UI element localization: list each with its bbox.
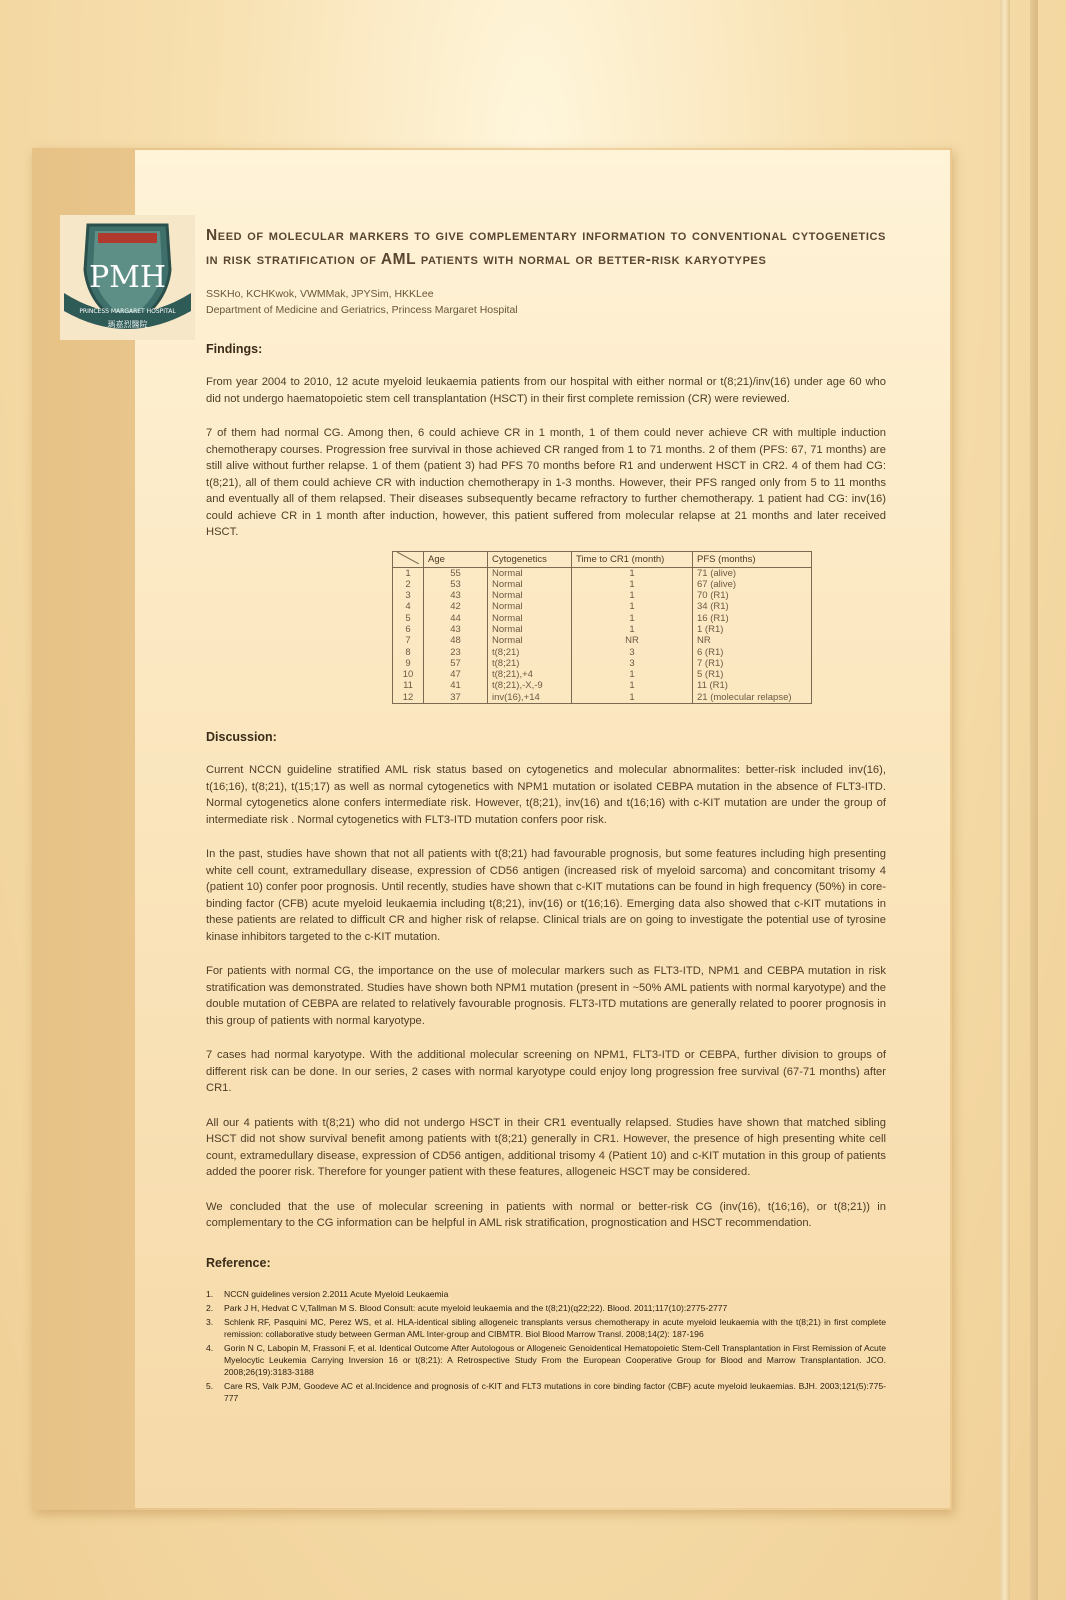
patient-number-cell: 9 (393, 658, 424, 669)
age-cell: 48 (424, 635, 488, 646)
patient-number-cell: 3 (393, 590, 424, 601)
wall-panel-edge (1000, 0, 1010, 1600)
patient-number-cell: 10 (393, 669, 424, 680)
poster-content (206, 224, 886, 1406)
reference-text: Care RS, Valk PJM, Goodeve AC et al.Incidence and prognosis of c-KIT and FLT3 mutations in core binding factor (CBF) acute myeloid leukaemias. BJH. 2003;121(5):775-777 (224, 1380, 886, 1403)
pfs-cell: NR (693, 635, 812, 646)
age-cell: 57 (424, 658, 488, 669)
patient-number-cell: 6 (393, 624, 424, 635)
table-row (393, 635, 812, 646)
pfs-cell: 7 (R1) (693, 658, 812, 669)
reference-item (206, 1316, 886, 1340)
cytogenetics-cell: Normal (488, 590, 572, 601)
discussion-heading: Discussion: (206, 730, 277, 745)
table-header-time-to-cr1: Time to CR1 (month) (572, 551, 693, 567)
table-row (393, 658, 812, 669)
table-row (393, 624, 812, 635)
table-row (393, 647, 812, 658)
cytogenetics-cell: t(8;21) (488, 647, 572, 658)
logo-letters: PMH (88, 260, 167, 295)
pfs-cell: 16 (R1) (693, 613, 812, 624)
reference-number: 4. (206, 1342, 214, 1353)
table-row (393, 669, 812, 680)
findings-heading: Findings: (206, 342, 263, 356)
time-to-cr1-cell: 1 (572, 669, 693, 680)
discussion-paragraph-5: All our 4 patients with t(8;21) who did not undergo HSCT in their CR1 eventually relapsed. Studies have shown that matched sibling HSCT did not show survival benefit among patients with t(8;21) generally in CR1. However, the presence of high presenting white cell count, extramedullary disease, expression of CD56 antigen, additional trisomy 4 (Patient 10) and c-KIT mutation in this group of patients added the poorer risk. Therefore for younger patient with these features, allogeneic HSCT may be considered. (206, 1116, 886, 1179)
cytogenetics-cell: t(8;21),+4 (488, 669, 572, 680)
poster-title: Need of molecular markers to give complementary information to conventional cytogenetics in risk stratification of AML patients with normal or better-risk karyotypes (206, 227, 886, 268)
cytogenetics-cell: Normal (488, 567, 572, 579)
table-header-pfs: PFS (months) (693, 551, 812, 567)
cytogenetics-cell: Normal (488, 624, 572, 635)
age-cell: 43 (424, 590, 488, 601)
time-to-cr1-cell: 1 (572, 567, 693, 579)
patient-number-cell: 4 (393, 601, 424, 612)
reference-item (206, 1342, 886, 1378)
cytogenetics-cell: t(8;21) (488, 658, 572, 669)
patient-number-cell: 11 (393, 680, 424, 691)
table-header-cytogenetics: Cytogenetics (488, 551, 572, 567)
author-block (206, 286, 886, 318)
patient-number-cell: 7 (393, 635, 424, 646)
patient-number-cell: 5 (393, 613, 424, 624)
cytogenetics-cell: Normal (488, 613, 572, 624)
reference-item (206, 1302, 886, 1314)
age-cell: 53 (424, 579, 488, 590)
time-to-cr1-cell: 1 (572, 601, 693, 612)
findings-paragraph-2: 7 of them had normal CG. Among then, 6 could achieve CR in 1 month, 1 of them could never achieve CR with multiple induction chemotherapy courses. Progression free survival in those achieved CR ranged from 1 to 71 months. 2 of them (PFS: 67, 71 months) are still alive without further relapse. 1 of them (patient 3) had PFS 70 months before R1 and underwent HSCT in CR2. 4 of them had CG: t(8;21), all of them could achieve CR with induction chemotherapy in 1-3 months. However, their PFS ranged only from 5 to 11 months and eventually all of them relapsed. Their diseases subsequently became refractory to further chemotherapy. 1 patient had CG: inv(16) could achieve CR in 1 month after induction, however, this patient suffered from molecular relapse at 21 months and later received HSCT. (206, 427, 886, 538)
age-cell: 41 (424, 680, 488, 691)
time-to-cr1-cell: 1 (572, 624, 693, 635)
age-cell: 43 (424, 624, 488, 635)
logo-banner-text: PRINCESS MARGARET HOSPITAL (79, 308, 176, 315)
table-row (393, 579, 812, 590)
wall-panel-edge (1030, 0, 1038, 1600)
time-to-cr1-cell: NR (572, 635, 693, 646)
logo-chinese-text: 瑪嘉烈醫院 (107, 320, 148, 329)
pfs-cell: 67 (alive) (693, 579, 812, 590)
cytogenetics-cell: t(8;21),-X,-9 (488, 680, 572, 691)
authors: SSKHo, KCHKwok, VWMMak, JPYSim, HKKLee (206, 288, 434, 300)
patient-number-cell: 8 (393, 647, 424, 658)
patient-table-container (392, 551, 886, 705)
pfs-cell: 70 (R1) (693, 590, 812, 601)
time-to-cr1-cell: 3 (572, 658, 693, 669)
table-row (393, 590, 812, 601)
cytogenetics-cell: Normal (488, 579, 572, 590)
pfs-cell: 21 (molecular relapse) (693, 692, 812, 704)
age-cell: 44 (424, 613, 488, 624)
time-to-cr1-cell: 1 (572, 613, 693, 624)
discussion-paragraph-6: We concluded that the use of molecular screening in patients with normal or better-risk CG (inv(16), t(16;16), or t(8;21)) in complementary to the CG information can be helpful in AML risk stratification, prognostication and HSCT recommendation. (206, 1200, 886, 1230)
time-to-cr1-cell: 3 (572, 647, 693, 658)
table-header-diagonal (393, 551, 424, 567)
age-cell: 47 (424, 669, 488, 680)
reference-text: Schlenk RF, Pasquini MC, Perez WS, et al. HLA-identical sibling allogeneic transplants versus chemotherapy in acute myeloid leukaemia with the t(8;21) in first complete remission: collaborative study between German AML Inter-group and CIBMTR. Biol Blood Marrow Transl. 2008;14(2): 187-196 (224, 1316, 886, 1339)
discussion-paragraph-3: For patients with normal CG, the importance on the use of molecular markers such as FLT3-ITD, NPM1 and CEBPA mutation in risk stratification was demonstrated. Studies have shown both NPM1 mutation (present in ~50% AML patients with normal karyotype) and the double mutation of CEBPA are related to relatively favourable prognosis. FLT3-ITD mutations are generally related to poorer prognosis in this group of patients with normal karyotype. (206, 965, 886, 1027)
table-row (393, 613, 812, 624)
time-to-cr1-cell: 1 (572, 579, 693, 590)
discussion-paragraph-1: Current NCCN guideline stratified AML risk status based on cytogenetics and molecular abnormalites: better-risk included inv(16), t(16;16), t(8;21), t(15;17) as well as normal cytogenetics with NPM1 mutation or isolated CEBPA mutation in the absence of FLT3-ITD. Normal cytogenetics alone confers intermediate risk. However, t(8;21), inv(16) and t(16;16) with c-KIT mutation are under the group of intermediate risk . Normal cytogenetics with FLT3-ITD mutation confers poor risk. (206, 764, 886, 826)
time-to-cr1-cell: 1 (572, 590, 693, 601)
discussion-paragraph-4: 7 cases had normal karyotype. With the additional molecular screening on NPM1, FLT3-ITD or CEBPA, further division to groups of different risk can be done. In our series, 2 cases with normal karyotype could enjoy long progression free survival (67-71 months) after CR1. (206, 1049, 886, 1095)
table-row (393, 692, 812, 704)
reference-item (206, 1380, 886, 1404)
age-cell: 42 (424, 601, 488, 612)
pfs-cell: 11 (R1) (693, 680, 812, 691)
table-row (393, 680, 812, 691)
age-cell: 23 (424, 647, 488, 658)
pfs-cell: 71 (alive) (693, 567, 812, 579)
reference-number: 5. (206, 1380, 214, 1391)
discussion-paragraph-2: In the past, studies have shown that not all patients with t(8;21) had favourable prognosis, but some features including high presenting white cell count, extramedullary disease, expression of CD56 antigen (increased risk of myeloid sarcoma) and concomitant trisomy 4 (patient 10) confer poor prognosis. Until recently, studies have shown that c-KIT mutations can be found in high frequency (50%) in core-binding factor (CFB) acute myeloid leukaemia including t(8;21), inv(16) or t(16;16). Emerging data also showed that c-KIT mutations in these patients are related to difficult CR and higher risk of relapse. Clinical trials are on going to investigate the potential use of tyrosine kinase inhibitors targeted to the c-KIT mutation. (206, 848, 886, 943)
table-row (393, 567, 812, 579)
reference-text: NCCN guidelines version 2.2011 Acute Myeloid Leukaemia (224, 1288, 449, 1299)
table-row (393, 601, 812, 612)
patient-number-cell: 1 (393, 567, 424, 579)
reference-number: 2. (206, 1302, 214, 1313)
pfs-cell: 34 (R1) (693, 601, 812, 612)
table-header-age: Age (424, 551, 488, 567)
diagonal-line-icon (397, 552, 419, 564)
table-header-row (393, 551, 812, 567)
pfs-cell: 1 (R1) (693, 624, 812, 635)
patient-number-cell: 12 (393, 692, 424, 704)
reference-number: 3. (206, 1316, 214, 1327)
reference-number: 1. (206, 1288, 214, 1299)
pfs-cell: 6 (R1) (693, 647, 812, 658)
findings-paragraph-1: From year 2004 to 2010, 12 acute myeloid leukaemia patients from our hospital with either normal or t(8;21)/inv(16) under age 60 who did not undergo haematopoietic stem cell transplantation (HSCT) in their first complete remission (CR) were reviewed. (206, 376, 886, 405)
age-cell: 55 (424, 567, 488, 579)
cytogenetics-cell: inv(16),+14 (488, 692, 572, 704)
reference-heading: Reference: (206, 1255, 271, 1270)
patient-number-cell: 2 (393, 579, 424, 590)
age-cell: 37 (424, 692, 488, 704)
time-to-cr1-cell: 1 (572, 680, 693, 691)
patient-table (392, 551, 812, 705)
reference-text: Gorin N C, Labopin M, Frassoni F, et al. Identical Outcome After Autologous or Allogeneic Genoidentical Hematopoietic Stem-Cell Transplantation in First Remission of Acute Myelocytic Leukemia Carrying Inversion 16 or t(8;21): A Retrospective Study From the European Cooperative Group for Blood and Marrow Transplantation. JCO. 2008;26(19):3183-3188 (224, 1342, 886, 1377)
reference-item (206, 1288, 886, 1300)
reference-list (206, 1288, 886, 1404)
time-to-cr1-cell: 1 (572, 692, 693, 704)
cytogenetics-cell: Normal (488, 601, 572, 612)
hospital-logo (60, 215, 195, 340)
department: Department of Medicine and Geriatrics, Princess Margaret Hospital (206, 304, 518, 316)
reference-text: Park J H, Hedvat C V,Tallman M S. Blood Consult: acute myeloid leukaemia and the t(8;21)(q22;22). Blood. 2011;117(10):2775-2777 (224, 1302, 728, 1313)
pfs-cell: 5 (R1) (693, 669, 812, 680)
cytogenetics-cell: Normal (488, 635, 572, 646)
